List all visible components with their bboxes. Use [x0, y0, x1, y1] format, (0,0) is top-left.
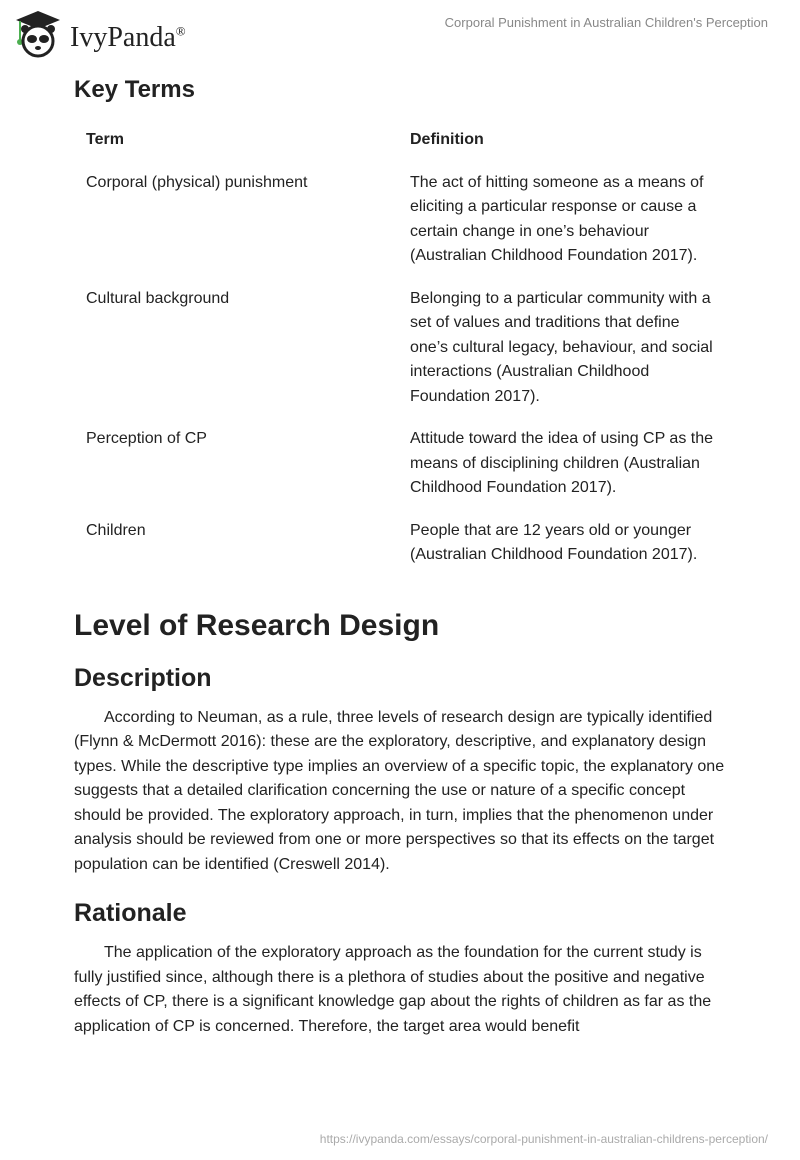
term-cell: Cultural background	[86, 289, 230, 307]
rationale-paragraph: The application of the exploratory approach as the foundation for the current study is fully justified since, although there is a plethora of studies about the positive and negative effects of CP, there is a significant knowledge gap about the rights of children as far as the application of CP is concerned. Therefore, the target area would benefit	[74, 944, 712, 1035]
term-cell: Children	[86, 521, 146, 539]
article-content	[74, 72, 726, 1059]
logo[interactable]	[12, 8, 186, 60]
definition-cell: Belonging to a particular community with a set of values and traditions that define one’s cultural legacy, behaviour, and social interactions (Australian Childhood Foundation 2017).	[410, 289, 713, 405]
description-heading: Description	[74, 663, 212, 692]
rationale-heading: Rationale	[74, 899, 187, 927]
table-header-row	[74, 118, 726, 171]
definition-cell: Attitude toward the idea of using CP as the means of disciplining children (Australian Childhood Foundation 2017).	[410, 430, 714, 496]
source-url[interactable]: https://ivypanda.com/essays/corporal-punishment-in-australian-childrens-perception/	[319, 1132, 768, 1146]
table-row	[74, 171, 726, 287]
table-row	[74, 427, 726, 519]
description-paragraph: According to Neuman, as a rule, three levels of research design are typically identified (Flynn & McDermott 2016): these are the exploratory, descriptive, and explanatory design types. While the descriptive type implies an overview of a specific topic, the explanatory one suggests that a detailed clarification concerning the use or nature of a specific concept should be provided. The exploratory approach, in turn, implies that the phenomenon under analysis should be reviewed from one or more perspectives so that its effects on the target population can be identified (Creswell 2014).	[74, 708, 725, 873]
column-header-term: Term	[86, 131, 124, 148]
section-heading: Level of Research Design	[74, 608, 440, 642]
column-header-definition: Definition	[410, 131, 484, 148]
definition-cell: The act of hitting someone as a means of eliciting a particular response or cause a certain change in one’s behaviour (Australian Childhood Foundation 2017).	[410, 173, 704, 264]
document-title: Corporal Punishment in Australian Children's Perception	[444, 15, 768, 30]
term-cell: Perception of CP	[86, 430, 207, 447]
table-row	[74, 519, 726, 586]
page-header	[0, 0, 800, 60]
panda-logo-icon	[12, 8, 64, 60]
definition-cell: People that are 12 years old or younger (Australian Childhood Foundation 2017).	[410, 521, 698, 563]
key-terms-table	[74, 118, 726, 586]
term-cell: Corporal (physical) punishment	[86, 173, 308, 191]
table-row	[74, 287, 726, 428]
logo-text: IvyPanda®	[70, 22, 186, 53]
key-terms-heading: Key Terms	[74, 76, 195, 103]
